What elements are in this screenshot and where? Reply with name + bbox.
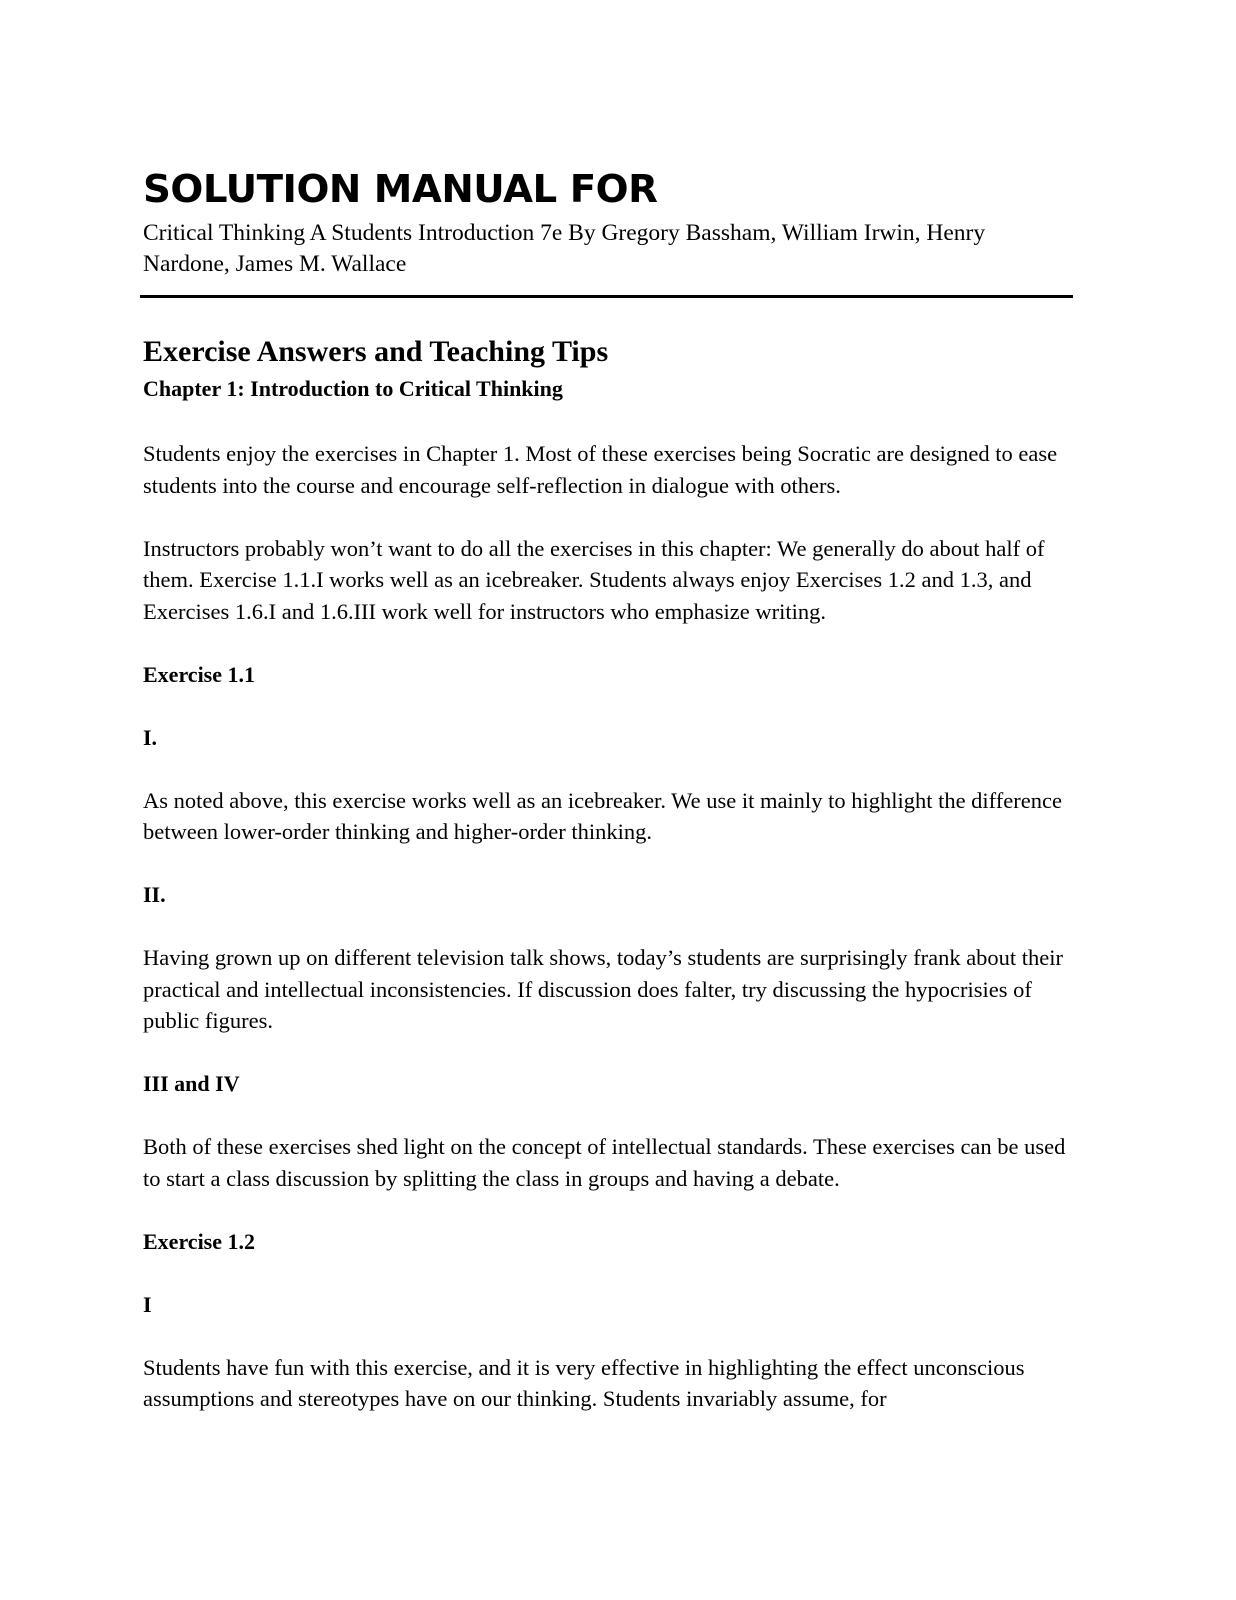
section-title: Exercise Answers and Teaching Tips bbox=[143, 335, 609, 368]
exercise-1-1-part-2-text: Having grown up on different television talk shows, today’s students are surprisingly frank about their practical and intellectual inconsistencies. If discussion does falter, try discussing the hypocrisies of public figures. bbox=[143, 945, 1064, 1033]
intro-paragraph-1: Students enjoy the exercises in Chapter 1. Most of these exercises being Socratic are designed to ease students into the course and encourage self-reflection in dialogue with others. bbox=[143, 441, 1058, 498]
intro-paragraph-2: Instructors probably won’t want to do all the exercises in this chapter: We generally do about half of them. Exercise 1.1.I works well as an icebreaker. Students always enjoy Exercises 1.2 and 1.3, and Exercises 1.6.I and 1.6.III work well for instructors who emphasize writing. bbox=[143, 535, 1045, 624]
document-page bbox=[143, 166, 1073, 1415]
exercise-1-1-part-1-label: I. bbox=[143, 724, 158, 750]
book-subtitle: Critical Thinking A Students Introduction 7e By Gregory Bassham, William Irwin, Henry Nardone, James M. Wallace bbox=[143, 220, 986, 277]
exercise-1-2-part-1-text: Students have fun with this exercise, and it is very effective in highlighting the effect unconscious assumptions and stereotypes have on our thinking. Students invariably assume, for bbox=[143, 1354, 1025, 1411]
banner-title: SOLUTION MANUAL FOR bbox=[143, 167, 658, 211]
exercise-1-1-part-1-text: As noted above, this exercise works well as an icebreaker. We use it mainly to highlight the difference between lower-order thinking and higher-order thinking. bbox=[143, 787, 1062, 844]
exercise-1-1-heading: Exercise 1.1 bbox=[143, 661, 256, 687]
exercise-1-1-part-3-text: Both of these exercises shed light on the concept of intellectual standards. These exercises can be used to start a class discussion by splitting the class in groups and having a debate. bbox=[143, 1134, 1066, 1191]
chapter-title: Chapter 1: Introduction to Critical Thinking bbox=[143, 376, 563, 401]
exercise-1-1-part-2-label: II. bbox=[143, 882, 166, 907]
exercise-1-2-part-1-label: I bbox=[143, 1291, 152, 1317]
exercise-1-2-heading: Exercise 1.2 bbox=[143, 1228, 256, 1254]
exercise-1-1-part-3-label: III and IV bbox=[143, 1071, 240, 1096]
header-divider bbox=[140, 295, 1073, 298]
